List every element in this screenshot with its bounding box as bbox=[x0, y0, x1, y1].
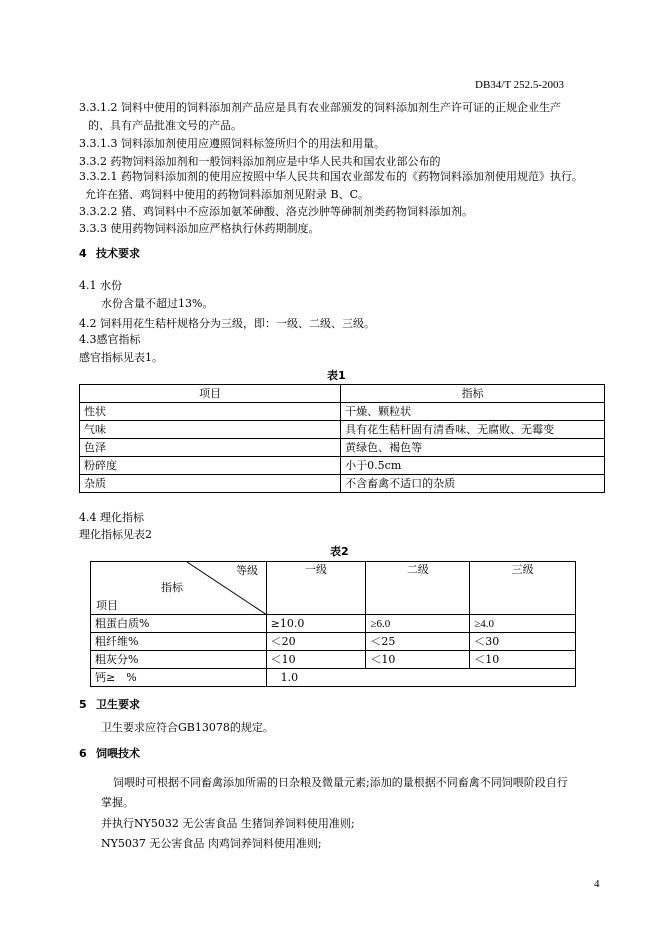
clause-3-3-3: 3.3.3 使用药物饲料添加应严格执行休药期制度。 bbox=[79, 222, 320, 235]
table2-cell: ≥10.0 bbox=[266, 615, 366, 633]
table2-calcium-value: 1.0 bbox=[266, 669, 575, 687]
table2-cell: ＜10 bbox=[266, 651, 366, 669]
table2-cell: ＜10 bbox=[366, 651, 470, 669]
table-row bbox=[80, 439, 605, 457]
section-6-body-line3: 并执行NY5032 无公害食品 生猪饲养饲料使用准则; bbox=[101, 817, 355, 830]
table2-grade-header: 二级 bbox=[366, 562, 470, 615]
table-row bbox=[91, 669, 576, 687]
section-6-heading: 饲喂技术 bbox=[96, 747, 140, 760]
table1-cell: 色泽 bbox=[80, 439, 341, 457]
table-row bbox=[80, 421, 605, 439]
table2-calcium-label: 钙≥ % bbox=[91, 669, 267, 687]
table2-corner-index: 指标 bbox=[161, 581, 183, 594]
table-row bbox=[91, 633, 576, 651]
table2-corner-item: 项目 bbox=[96, 599, 118, 612]
clause-3-3-2-2: 3.3.2.2 猪、鸡饲料中不应添加氨苯砷酸、洛克沙肿等砷制剂类药物饲料添加剂。 bbox=[79, 205, 473, 218]
table1-cell: 气味 bbox=[80, 421, 341, 439]
table2-row-label: 粗蛋白质% bbox=[91, 615, 267, 633]
table1-header-item: 项目 bbox=[80, 385, 341, 403]
clause-3-3-2: 3.3.2 药物饲料添加剂和一般饲料添加剂应是中华人民共和国农业部公布的 bbox=[79, 155, 441, 168]
section-4-heading: 技术要求 bbox=[96, 247, 140, 260]
table1-cell: 黄绿色、褐色等 bbox=[341, 439, 605, 457]
section-5-body: 卫生要求应符合GB13078的规定。 bbox=[101, 721, 274, 734]
table-1 bbox=[79, 384, 605, 493]
table-header-row bbox=[91, 562, 576, 615]
table2-grade-header: 一级 bbox=[266, 562, 366, 615]
section-5-number: 5 bbox=[79, 698, 87, 711]
clause-3-3-2-1-line2: 允许在猪、鸡饲料中使用的药物饲料添加剂见附录 B、C。 bbox=[85, 188, 369, 201]
table1-cell: 干燥、颗粒状 bbox=[341, 403, 605, 421]
clause-4-1-body: 水份含量不超过13%。 bbox=[101, 297, 214, 310]
table2-cell: ＜30 bbox=[470, 633, 576, 651]
table2-corner-cell bbox=[91, 562, 267, 615]
table1-cell: 杂质 bbox=[80, 475, 341, 493]
table1-cell: 不含畜禽不适口的杂质 bbox=[341, 475, 605, 493]
table1-cell: 具有花生秸杆固有清香味、无腐败、无霉变 bbox=[341, 421, 605, 439]
table-row bbox=[80, 403, 605, 421]
table2-corner-grade: 等级 bbox=[236, 564, 258, 577]
table-row bbox=[80, 457, 605, 475]
section-6-body-line1: 饲喂时可根据不同畜禽添加所需的日杂粮及微量元素;添加的量根据不同畜禽不同饲喂阶段自行 bbox=[113, 776, 568, 789]
table2-grade-header: 三级 bbox=[470, 562, 576, 615]
table-row bbox=[80, 475, 605, 493]
table1-cell: 性状 bbox=[80, 403, 341, 421]
table2-cell: ＜20 bbox=[266, 633, 366, 651]
section-5-heading: 卫生要求 bbox=[96, 698, 140, 711]
section-6-body-line4: NY5037 无公害食品 肉鸡饲养饲料使用准则; bbox=[101, 837, 322, 850]
table1-cell: 粉碎度 bbox=[80, 457, 341, 475]
table2-cell: ＜25 bbox=[366, 633, 470, 651]
table1-caption: 表1 bbox=[327, 369, 346, 382]
doc-code: DB34/T 252.5-2003 bbox=[475, 79, 565, 91]
clause-3-3-1-2-line1: 3.3.1.2 饲料中使用的饲料添加剂产品应是具有农业部颁发的饲料添加剂生产许可证的正规企业生产 bbox=[79, 101, 561, 114]
table1-header-index: 指标 bbox=[341, 385, 605, 403]
clause-3-3-2-1-line1: 3.3.2.1 药物饲料添加剂的使用应按照中华人民共和国农业部发布的《药物饲料添加剂使用规范》执行。 bbox=[79, 170, 583, 183]
table2-caption: 表2 bbox=[330, 545, 349, 558]
table1-cell: 小于0.5cm bbox=[341, 457, 605, 475]
clause-4-2: 4.2 饲料用花生秸杆规格分为三级，即：一级、二级、三级。 bbox=[79, 317, 375, 330]
table-row bbox=[91, 651, 576, 669]
table2-row-label: 粗纤维% bbox=[91, 633, 267, 651]
clause-4-3: 4.3感官指标 bbox=[79, 333, 141, 346]
clause-3-3-1-2-line2: 的、具有产品批准文号的产品。 bbox=[88, 119, 242, 132]
table-header-row bbox=[80, 385, 605, 403]
clause-4-1: 4.1 水份 bbox=[79, 279, 122, 292]
table2-cell: ≥6.0 bbox=[366, 615, 470, 633]
clause-4-3-body: 感官指标见表1。 bbox=[79, 351, 163, 364]
clause-4-4: 4.4 理化指标 bbox=[79, 511, 144, 524]
section-6-number: 6 bbox=[79, 747, 87, 760]
table-2 bbox=[90, 561, 576, 687]
clause-4-4-body: 理化指标见表2 bbox=[79, 528, 152, 541]
clause-3-3-1-3: 3.3.1.3 饲料添加剂使用应遵照饲料标签所归个的用法和用量。 bbox=[79, 137, 385, 150]
table-row bbox=[91, 615, 576, 633]
table2-cell: ≥4.0 bbox=[470, 615, 576, 633]
page-number: 4 bbox=[594, 878, 600, 890]
table2-row-label: 粗灰分% bbox=[91, 651, 267, 669]
section-4-number: 4 bbox=[79, 247, 87, 260]
table2-cell: ＜10 bbox=[470, 651, 576, 669]
section-6-body-line2: 掌握。 bbox=[101, 796, 134, 809]
